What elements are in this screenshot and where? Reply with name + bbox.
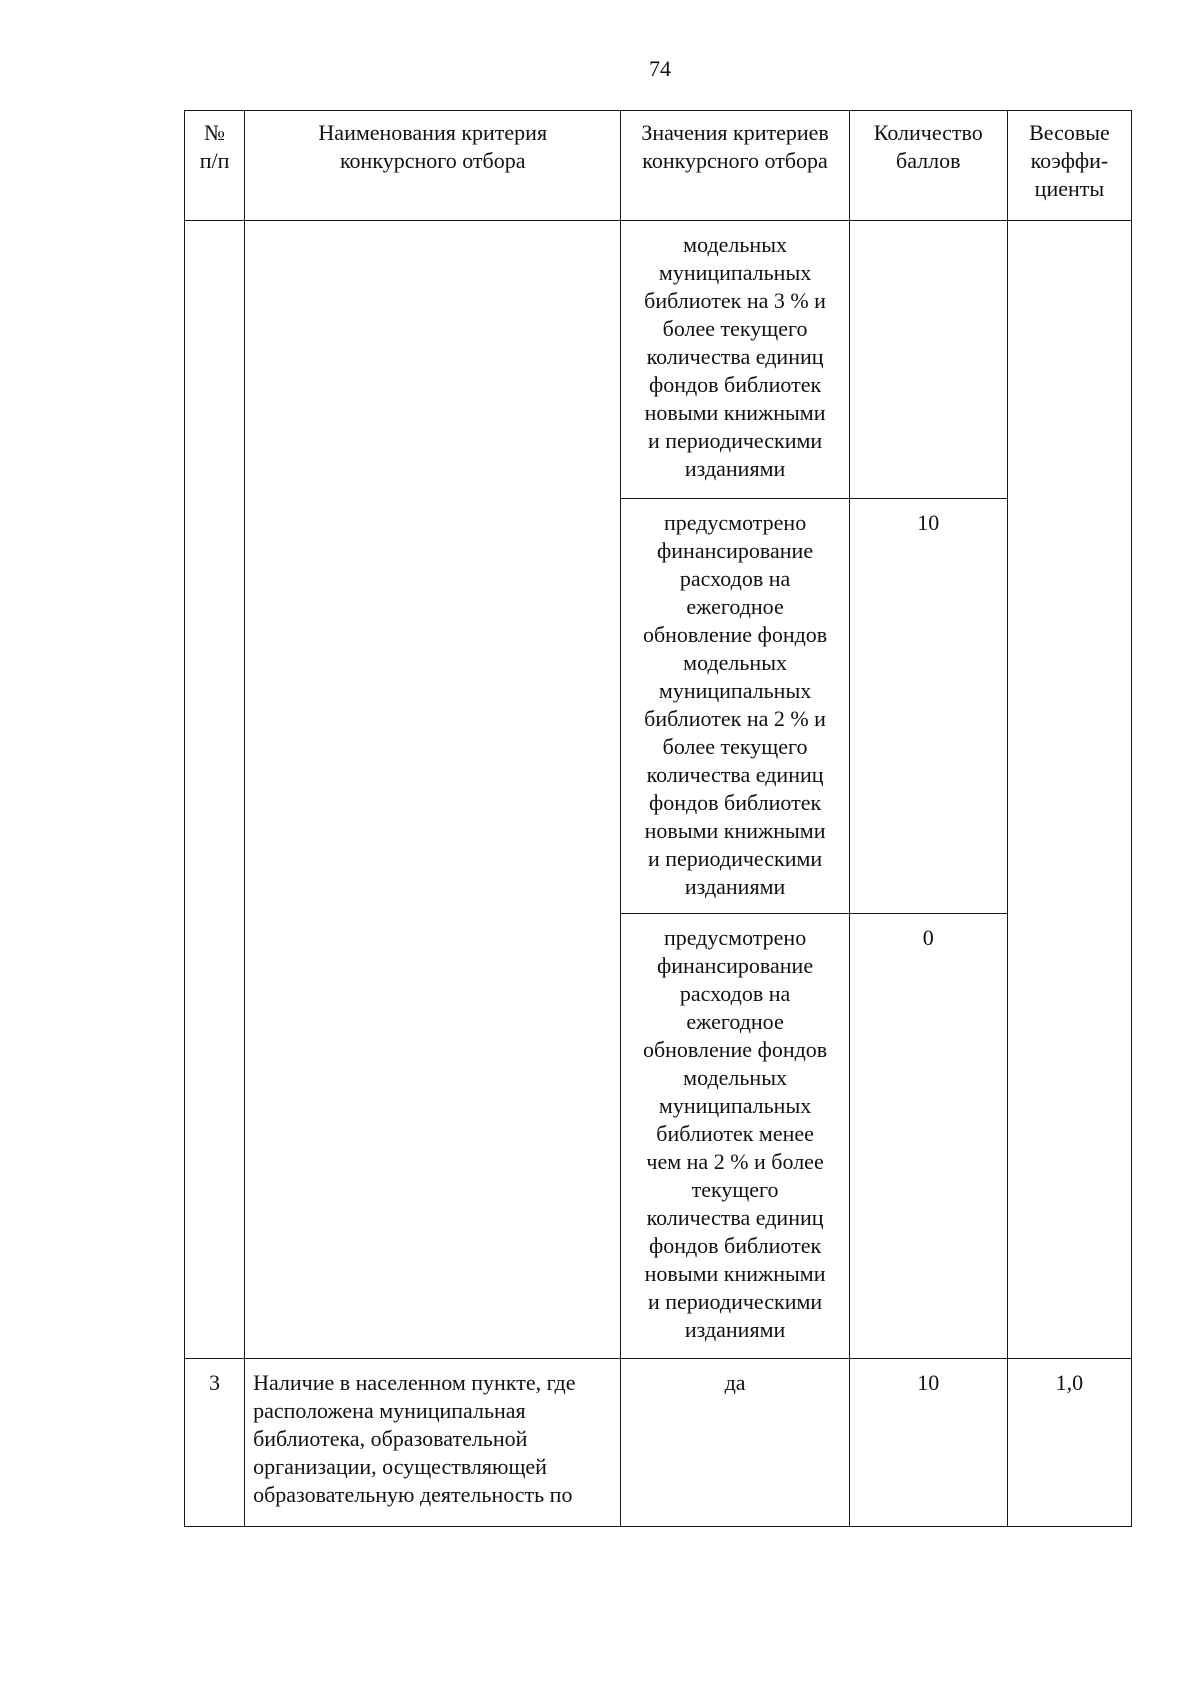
value-text: предусмотрено финансирование расходов на ежегодное обновление фондов модельных муниципальных библиотек на 2 % и более текущего количества единиц фондов библиотек новыми книжными и периодическими изданиями	[642, 510, 828, 899]
value-cell	[621, 499, 849, 914]
header-value-text: Значения критериев конкурсного отбора	[641, 120, 829, 173]
row3-name: Наличие в населенном пункте, где расположена муниципальная библиотека, образовательной организации, осуществляющей образовательную деятельность по	[245, 1359, 621, 1527]
value-cell	[621, 221, 849, 499]
table-row	[185, 1359, 1132, 1527]
cont-num-cell	[185, 221, 245, 1359]
header-weight-text: Весовые коэффи- циенты	[1029, 120, 1110, 201]
points-cell	[849, 499, 1007, 914]
cont-name-cell	[245, 221, 621, 1359]
header-points	[849, 111, 1007, 221]
points-text: 10	[917, 510, 940, 535]
row3-num: 3	[185, 1359, 245, 1527]
header-value	[621, 111, 849, 221]
points-cell	[849, 221, 1007, 499]
points-cell	[849, 914, 1007, 1359]
header-points-text: Количество баллов	[873, 120, 983, 173]
header-name-text: Наименования критерия конкурсного отбора	[318, 120, 548, 173]
value-text: модельных муниципальных библиотек на 3 % и более текущего количества единиц фондов библиотек новыми книжными и периодическими изданиями	[644, 232, 826, 481]
value-text: предусмотрено финансирование расходов на ежегодное обновление фондов модельных муниципальных библиотек менее чем на 2 % и более текущего количества единиц фондов библиотек новыми книжными и периодическими изданиями	[642, 925, 828, 1342]
row3-weight: 1,0	[1007, 1359, 1131, 1527]
row3-value: да	[621, 1359, 849, 1527]
header-row	[185, 111, 1132, 221]
header-num-text: № п/п	[199, 120, 230, 173]
page-number: 74	[649, 56, 671, 81]
row3-points: 10	[849, 1359, 1007, 1527]
criteria-table	[184, 110, 1132, 1527]
points-text: 0	[922, 925, 934, 950]
header-num	[185, 111, 245, 221]
cont-weight-cell	[1007, 221, 1131, 1359]
value-cell	[621, 914, 849, 1359]
header-name	[245, 111, 621, 221]
table-row	[185, 221, 1132, 499]
header-weight	[1007, 111, 1131, 221]
